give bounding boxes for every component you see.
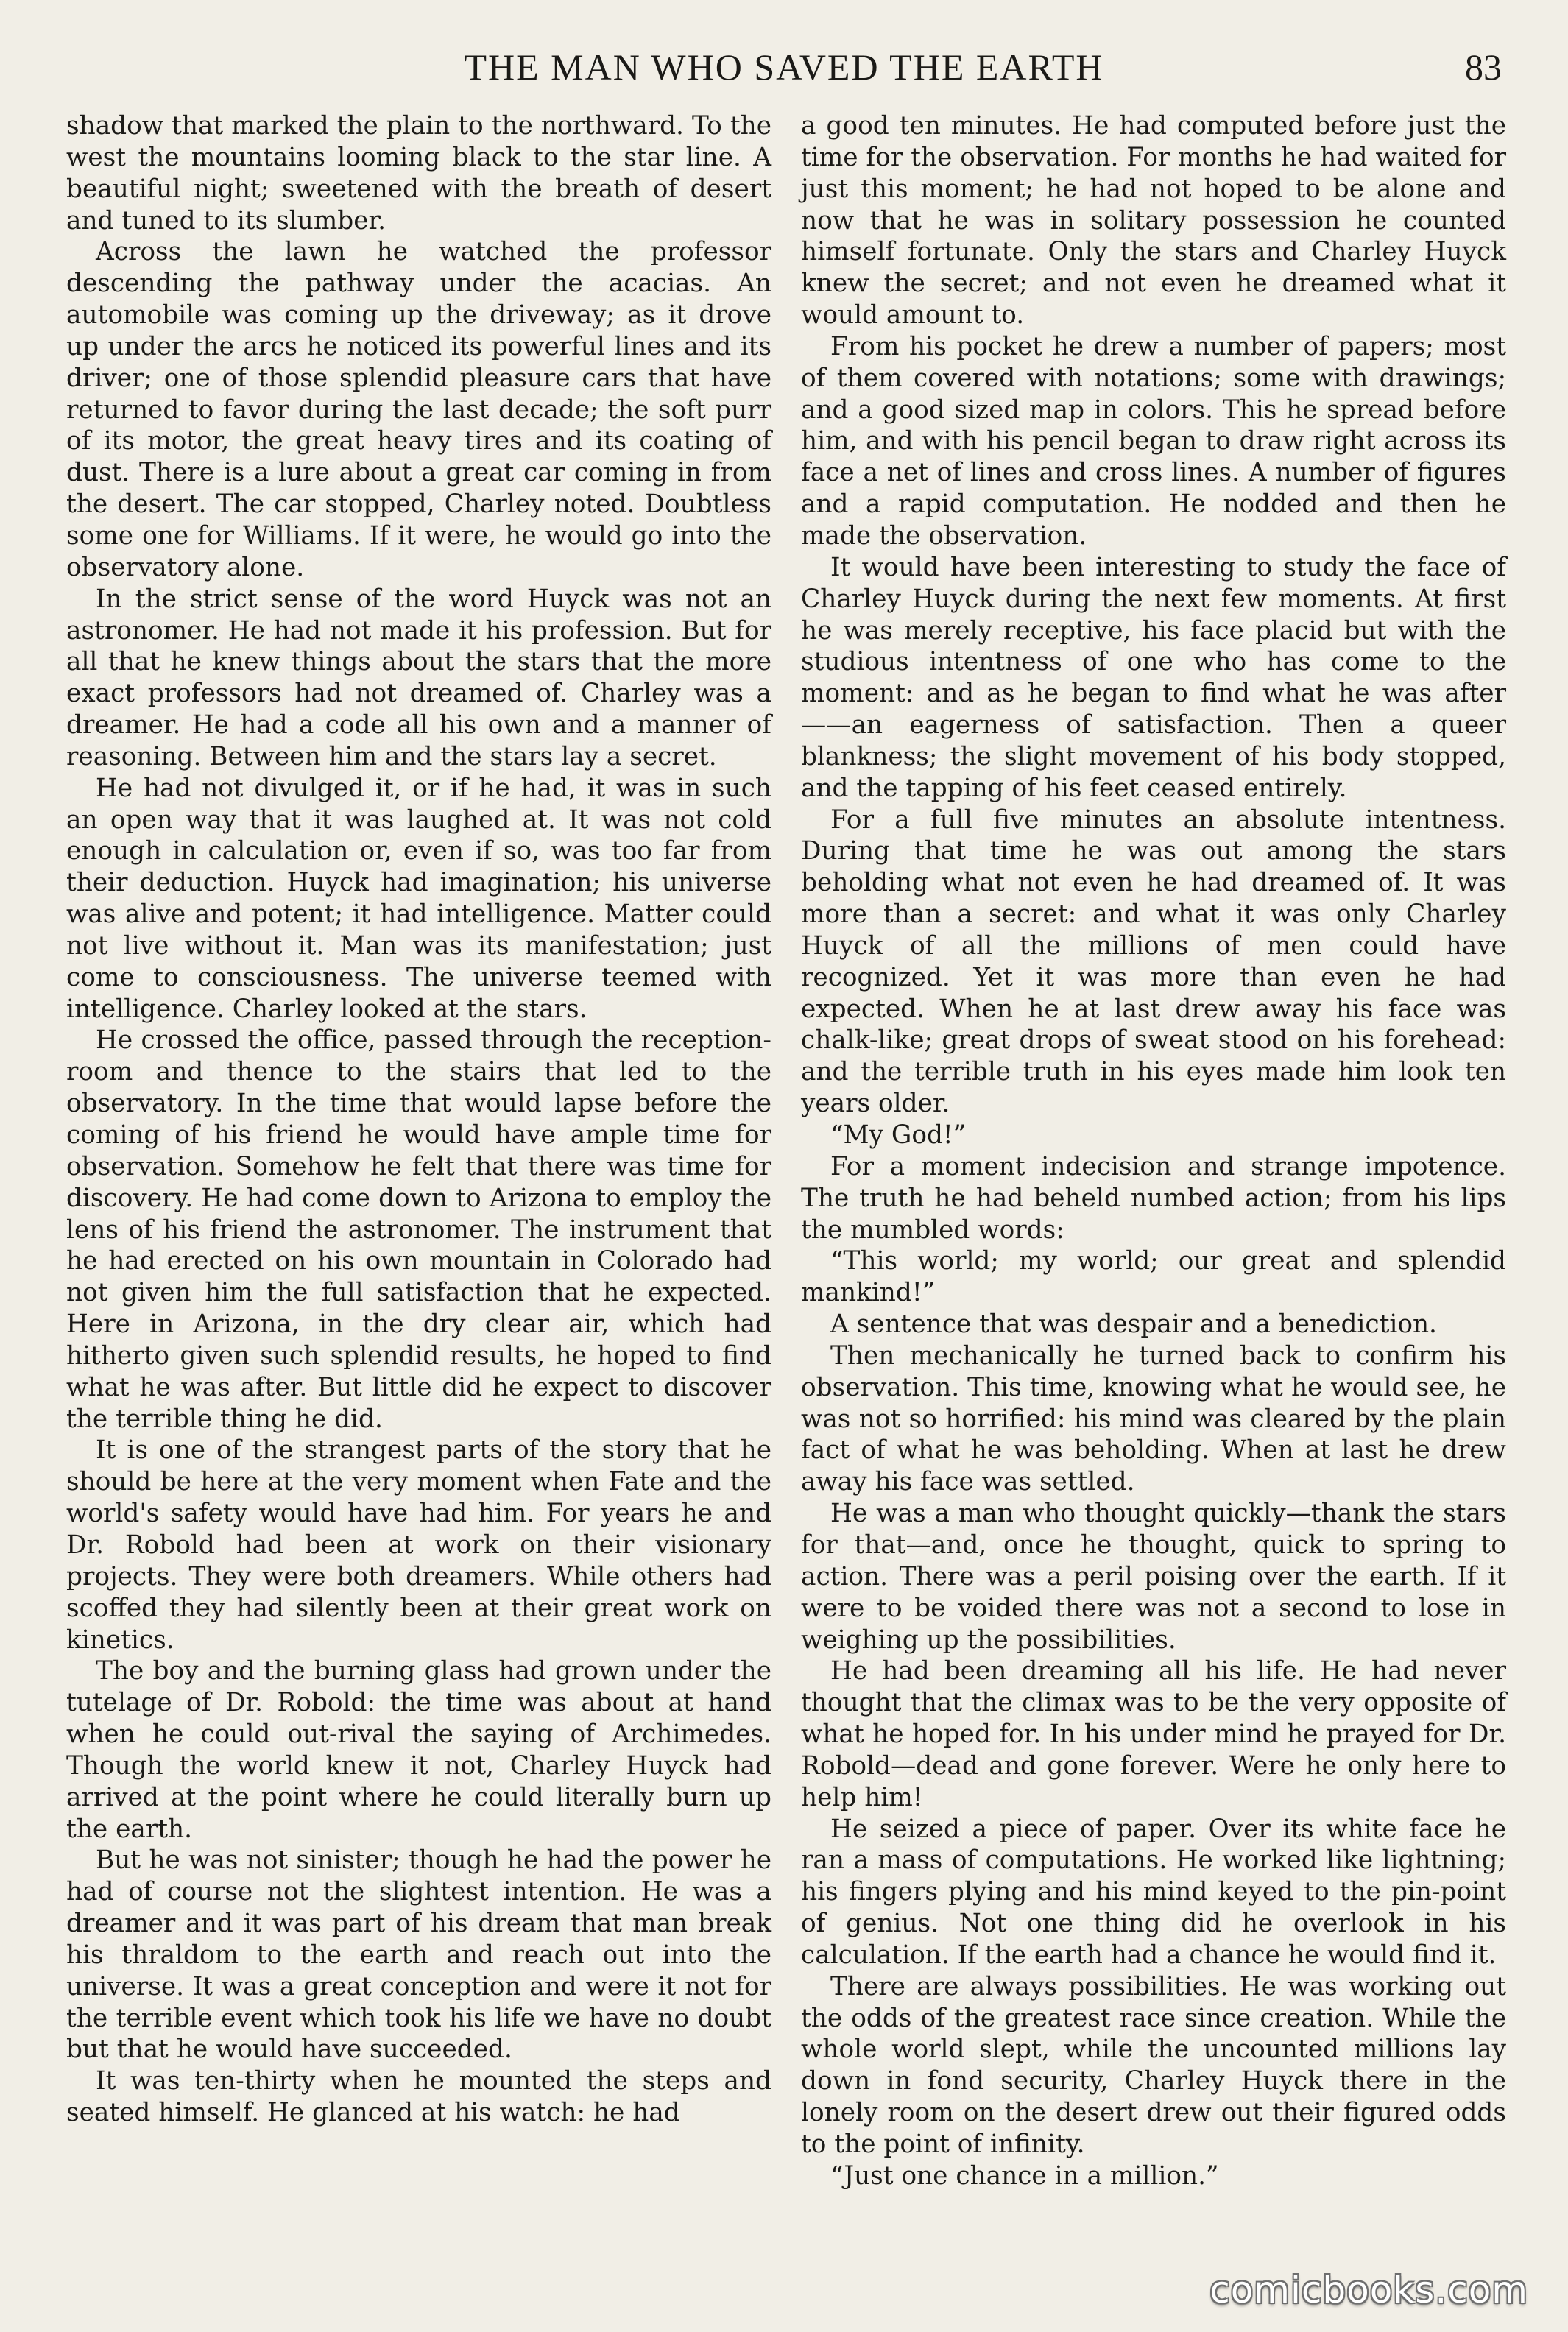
paragraph: But he was not sinister; though he had the power he had of course not the slightest intention. He was a dreamer and it was part of his dream that man break his thraldom to the earth and reach out into the universe. It was a great conception and were it not for the terrible event which took his life we have no doubt but that he would have succeeded. [66, 1845, 771, 2065]
paragraph: The boy and the burning glass had grown under the tutelage of Dr. Robold: the time was about at hand when he could out-rival the saying of Archimedes. Though the world knew it not, Charley Huyck had arrived at the point where he could literally burn up the earth. [66, 1656, 771, 1844]
paragraph: It was ten-thirty when he mounted the steps and seated himself. He glanced at his watch: he had [66, 2066, 771, 2128]
paragraph: shadow that marked the plain to the northward. To the west the mountains looming black to the star line. A beautiful night; sweetened with the breath of desert and tuned to its slumber. [66, 111, 771, 236]
paragraph: He had been dreaming all his life. He had never thought that the climax was to be the very opposite of what he hoped for. In his under mind he prayed for Dr. Robold—dead and gone forever. Were he only here to help him! [801, 1656, 1506, 1812]
paragraph: From his pocket he drew a number of papers; most of them covered with notations; some with drawings; and a good sized map in colors. This he spread before him, and with his pencil began to draw right across its face a net of lines and cross lines. A number of figures and a rapid computation. He nodded and then he made the observation. [801, 331, 1506, 551]
running-title: THE MAN WHO SAVED THE EARTH [464, 46, 1104, 88]
page-header [66, 46, 1502, 97]
paragraph: “My God!” [830, 1120, 967, 1150]
paragraph: Then mechanically he turned back to confirm his observation. This time, knowing what he would see, he was not so horrified: his mind was cleared by the plain fact of what he was beholding. When at last he drew away his face was settled. [801, 1340, 1506, 1497]
paragraph: In the strict sense of the word Huyck was not an astronomer. He had not made it his profession. But for all that he knew things about the stars that the more exact professors had not dreamed of. Charley was a dreamer. He had a code all his own and a manner of reasoning. Between him and the stars lay a secret. [66, 584, 771, 771]
paragraph: “Just one chance in a million.” [830, 2160, 1219, 2191]
paragraph: A sentence that was despair and a benediction. [830, 1310, 1437, 1340]
paragraph: “This world; my world; our great and splendid mankind!” [801, 1246, 1506, 1308]
paragraph: He seized a piece of paper. Over its white face he ran a mass of computations. He worked like lightning; his fingers plying and his mind keyed to the pin-point of genius. Not one thing did he overlook in his calculation. If the earth had a chance he would find it. [801, 1814, 1506, 1970]
right-column [801, 110, 1506, 2192]
paragraph: Across the lawn he watched the professor descending the pathway under the acacias. An automobile was coming up the driveway; as it drove up under the arcs he noticed its powerful lines and its driver; one of those splendid pleasure cars that have returned to favor during the last decade; the soft purr of its motor, the great heavy tires and its coating of dust. There is a lure about a great car coming in from the desert. The car stopped, Charley noted. Doubtless some one for Williams. If it were, he would go into the observatory alone. [66, 237, 771, 582]
paragraph: For a full five minutes an absolute intentness. During that time he was out among the stars beholding what not even he had dreamed of. It was more than a secret: and what it was only Charley Huyck of all the millions of men could have recognized. Yet it was more than even he had expected. When he at last drew away his face was chalk-like; great drops of sweat stood on his forehead: and the terrible truth in his eyes made him look ten years older. [801, 805, 1506, 1119]
page-number: 83 [1465, 46, 1502, 88]
paragraph: a good ten minutes. He had computed before just the time for the observation. For months he had waited for just this moment; he had not hoped to be alone and now that he was in solitary possession he counted himself fortunate. Only the stars and Charley Huyck knew the secret; and not even he dreamed what it would amount to. [801, 111, 1506, 331]
left-column [66, 110, 771, 2129]
paragraph: He was a man who thought quickly—thank the stars for that—and, once he thought, quick to spring to action. There was a peril poising over the earth. If it were to be voided there was not a second to lose in weighing up the possibilities. [801, 1499, 1506, 1655]
paragraph: It would have been interesting to study the face of Charley Huyck during the next few moments. At first he was merely receptive, his face placid but with the studious intentness of one who has come to the moment: and as he began to find what he was after——an eagerness of satisfaction. Then a queer blankness; the slight movement of his body stopped, and the tapping of his feet ceased entirely. [801, 552, 1506, 803]
paragraph: There are always possibilities. He was working out the odds of the greatest race since creation. While the whole world slept, while the uncounted millions lay down in fond security, Charley Huyck there in the lonely room on the desert drew out their figured odds to the point of infinity. [801, 1971, 1506, 2159]
paragraph: He crossed the office, passed through the reception-room and thence to the stairs that led to the observatory. In the time that would lapse before the coming of his friend he would have ample time for observation. Somehow he felt that there was time for discovery. He had come down to Arizona to employ the lens of his friend the astronomer. The instrument that he had erected on his own mountain in Colorado had not given him the full satisfaction that he expected. Here in Arizona, in the dry clear air, which had hitherto given such splendid results, he hoped to find what he was after. But little did he expect to discover the terrible thing he did. [66, 1025, 771, 1434]
watermark: comicbooks.com [1209, 2269, 1528, 2311]
paragraph: For a moment indecision and strange impotence. The truth he had beheld numbed action; from his lips the mumbled words: [801, 1151, 1506, 1245]
paragraph: He had not divulged it, or if he had, it was in such an open way that it was laughed at. It was not cold enough in calculation or, even if so, was too far from their deduction. Huyck had imagination; his universe was alive and potent; it had intelligence. Matter could not live without it. Man was its manifestation; just come to consciousness. The universe teemed with intelligence. Charley looked at the stars. [66, 773, 771, 1024]
paragraph: It is one of the strangest parts of the story that he should be here at the very moment when Fate and the world's safety would have had him. For years he and Dr. Robold had been at work on their visionary projects. They were both dreamers. While others had scoffed they had silently been at their great work on kinetics. [66, 1435, 771, 1655]
